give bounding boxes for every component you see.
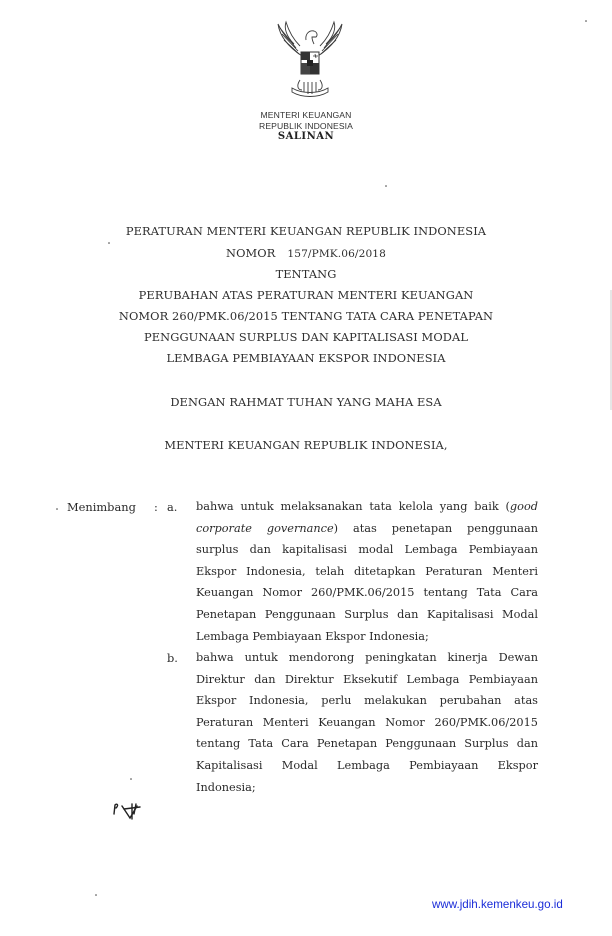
- menimbang-colon: :: [154, 500, 158, 514]
- subject-line-3: PENGGUNAAN SURPLUS DAN KAPITALISASI MODAL: [144, 330, 468, 344]
- item-a-letter: a.: [167, 500, 178, 514]
- subject-line-4: LEMBAGA PEMBIAYAAN EKSPOR INDONESIA: [166, 351, 446, 365]
- para-b-line-2: Direktur dan Direktur Eksekutif Lembaga Pembiayaan: [196, 672, 538, 686]
- para-a-line-4: Ekspor Indonesia, telah ditetapkan Peraturan Menteri: [196, 564, 538, 578]
- para-b-line-5: tentang Tata Cara Penetapan Penggunaan Surplus dan: [196, 737, 538, 751]
- para-b-line-4: Peraturan Menteri Keuangan Nomor 260/PMK.06/2015: [196, 715, 538, 729]
- paraf-initials-icon: [110, 800, 146, 822]
- nomor-value: 157/PMK.06/2018: [287, 248, 386, 260]
- jdih-website-link[interactable]: www.jdih.kemenkeu.go.id: [432, 898, 563, 911]
- para-b-line-7: Indonesia;: [196, 780, 256, 794]
- para-a-line-2: corporate governance) atas penetapan penggunaan: [196, 521, 538, 535]
- tentang-heading: TENTANG: [275, 267, 337, 281]
- invocation: DENGAN RAHMAT TUHAN YANG MAHA ESA: [170, 395, 442, 409]
- consideration-a: [196, 496, 538, 647]
- menimbang-label: Menimbang: [67, 500, 136, 514]
- regulation-title: PERATURAN MENTERI KEUANGAN REPUBLIK INDONESIA: [125, 224, 487, 238]
- item-b-letter: b.: [167, 651, 178, 665]
- subject-line-2: NOMOR 260/PMK.06/2015 TENTANG TATA CARA PENETAPAN: [118, 309, 494, 323]
- garuda-emblem-icon: [272, 18, 348, 104]
- para-b-line-3: Ekspor Indonesia, perlu melakukan perubahan atas: [196, 694, 538, 708]
- para-b-line-1: bahwa untuk mendorong peningkatan kinerja Dewan: [196, 651, 538, 664]
- para-a-line-5: Keuangan Nomor 260/PMK.06/2015 tentang Tata Cara: [196, 586, 538, 600]
- para-a-line-3: surplus dan kapitalisasi modal Lembaga Pembiayaan: [196, 543, 538, 557]
- para-b-line-6: Kapitalisasi Modal Lembaga Pembiayaan Ekspor: [196, 758, 538, 772]
- nomor-label: NOMOR: [226, 246, 276, 260]
- para-a-line-7: Lembaga Pembiayaan Ekspor Indonesia;: [196, 629, 429, 643]
- consideration-b: [196, 647, 538, 798]
- ministry-line-1: MENTERI KEUANGAN: [260, 110, 352, 120]
- para-a-line-1: bahwa untuk melaksanakan tata kelola yang baik (good: [196, 500, 538, 513]
- para-a-line-6: Penetapan Penggunaan Surplus dan Kapitalisasi Modal: [196, 607, 538, 621]
- subject-line-1: PERUBAHAN ATAS PERATURAN MENTERI KEUANGAN: [138, 288, 474, 302]
- regulation-number: [0, 246, 612, 260]
- ministry-line-2: REPUBLIK INDONESIA: [259, 121, 353, 131]
- authority-line: MENTERI KEUANGAN REPUBLIK INDONESIA,: [164, 438, 448, 452]
- salinan-stamp: SALINAN: [277, 131, 335, 142]
